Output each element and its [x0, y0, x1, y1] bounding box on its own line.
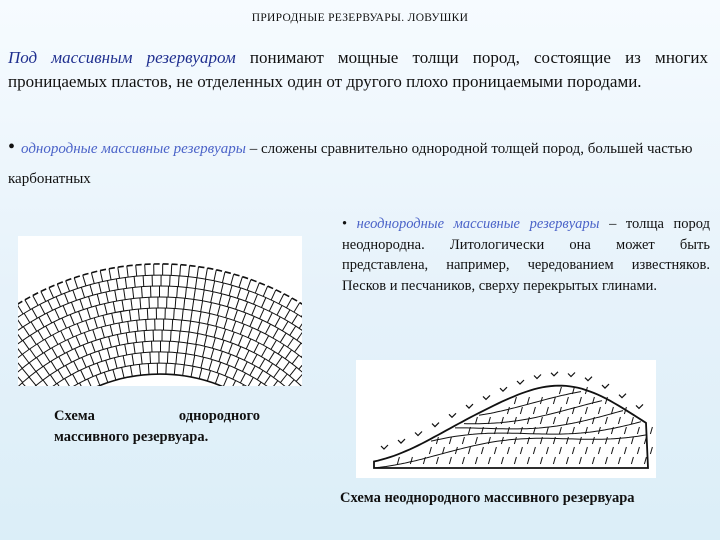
homogeneous-term: однородные массивные резервуары [21, 141, 246, 157]
bullet-icon: • [8, 136, 16, 158]
homogeneous-definition [8, 132, 712, 194]
homogeneous-caption-line2: массивного резервуара. [54, 429, 209, 445]
intro-text: понимают мощные толщи пород, состоящие из многих проницаемых пластов, не отделенных один от другого плохо проницаемыми породами. [8, 48, 708, 91]
bedded-rock-hill [374, 386, 652, 468]
homogeneous-caption [54, 406, 260, 448]
heterogeneous-caption: Схема неоднородного массивного резервуара [340, 490, 635, 506]
homogeneous-text: – сложены сравнительно однородной толщей пород, большей частью карбонатных [8, 141, 693, 187]
page-title: ПРИРОДНЫЕ РЕЗЕРВУАРЫ. ЛОВУШКИ [251, 12, 469, 24]
heterogeneous-term: неоднородные массивные резервуары [356, 216, 600, 232]
heterogeneous-definition [342, 214, 710, 296]
intro-paragraph [8, 46, 708, 94]
heterogeneous-text: – толща пород неоднородна. Литологически она может быть представлена, например, чередованием известняков. Песков и песчаников, сверху перекрытых глинами. [342, 216, 711, 294]
heterogeneous-reservoir-diagram [356, 360, 656, 478]
homogeneous-reservoir-diagram [18, 236, 302, 386]
bullet-icon: • [342, 216, 348, 232]
intro-term: Под массивным резервуаром [8, 48, 236, 67]
brick-arches [18, 264, 302, 386]
homogeneous-caption-line1: Схема однородного [54, 408, 260, 424]
